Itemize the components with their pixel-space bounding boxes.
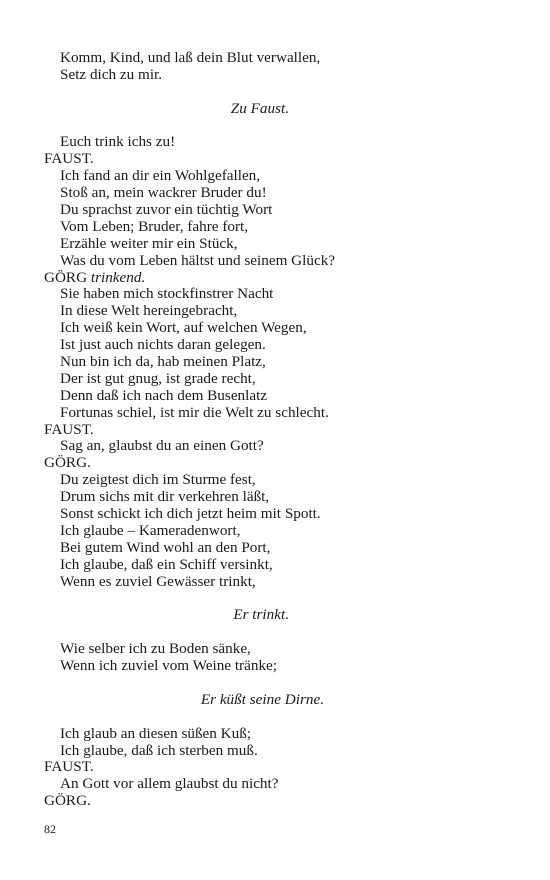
verse-line: Ich glaube, daß ein Schiff versinkt,: [60, 555, 273, 573]
verse-line: Sonst schickt ich dich jetzt heim mit Spott.: [60, 505, 321, 523]
verse-line: Was du vom Leben hältst und seinem Glück?: [60, 251, 336, 269]
verse-line: Wenn es zuviel Gewässer trinkt,: [60, 572, 256, 590]
blank-line: [44, 118, 514, 135]
speaker-name: FAUST.: [44, 420, 94, 438]
blank-line: [44, 709, 514, 726]
speaker-name: FAUST.: [44, 150, 94, 168]
verse-line: Der ist gut gnug, ist grade recht,: [60, 369, 256, 387]
verse-line: Ich fand an dir ein Wohlgefallen,: [60, 167, 261, 185]
verse-line: Bei gutem Wind wohl an den Port,: [60, 538, 271, 556]
verse-line: Wie selber ich zu Boden sänke,: [60, 640, 251, 658]
verse-line: Euch trink ichs zu!: [60, 133, 176, 151]
verse-line: Sie haben mich stockfinstrer Nacht: [60, 285, 274, 303]
verse-line: Du sprachst zuvor ein tüchtig Wort: [60, 201, 273, 219]
verse-line: Fortunas schiel, ist mir die Welt zu schlecht.: [60, 403, 329, 421]
speaker-name: [44, 270, 514, 287]
verse-line: Nun bin ich da, hab meinen Platz,: [60, 353, 266, 371]
blank-line: [44, 84, 514, 101]
stage-direction-inline: trinkend.: [90, 268, 146, 286]
blank-line: [44, 591, 514, 608]
verse-line: Stoß an, mein wackrer Bruder du!: [60, 184, 267, 202]
blank-line: [44, 624, 514, 641]
verse-line: Denn daß ich nach dem Busenlatz: [60, 386, 268, 404]
verse-line: Ich glaube, daß ich sterben muß.: [60, 741, 258, 759]
blank-line: [44, 675, 514, 692]
verse-line: Komm, Kind, und laß dein Blut verwallen,: [60, 49, 321, 66]
stage-direction: Zu Faust.: [230, 99, 289, 117]
stage-direction: Er trinkt.: [233, 606, 289, 624]
verse-line: Wenn ich zuviel vom Weine tränke;: [60, 657, 277, 675]
verse-line: Ich weiß kein Wort, auf welchen Wegen,: [60, 319, 307, 337]
page-number: 82: [44, 822, 56, 836]
verse-line: Ich glaub an diesen süßen Kuß;: [60, 724, 252, 742]
verse-line: Vom Leben; Bruder, fahre fort,: [60, 217, 249, 235]
drama-text: [44, 50, 514, 810]
verse-line: Setz dich zu mir.: [60, 65, 163, 83]
verse-line: Ich glaube – Kameradenwort,: [60, 521, 241, 539]
speaker-label: GÖRG: [44, 268, 88, 286]
verse-line: Du zeigtest dich im Sturme fest,: [60, 471, 256, 489]
verse-line: Ist just auch nichts daran gelegen.: [60, 336, 266, 354]
speaker-name: FAUST.: [44, 758, 94, 776]
stage-direction: Er küßt seine Dirne.: [200, 690, 324, 708]
verse-line: Erzähle weiter mir ein Stück,: [60, 234, 238, 252]
speaker-name: GÖRG.: [44, 454, 91, 472]
verse-line: In diese Welt hereingebracht,: [60, 302, 238, 320]
verse-line: An Gott vor allem glaubst du nicht?: [60, 775, 279, 793]
verse-line: Drum sichs mit dir verkehren läßt,: [60, 488, 270, 506]
speaker-name: GÖRG.: [44, 792, 91, 810]
verse-line: Sag an, glaubst du an einen Gott?: [60, 437, 264, 455]
